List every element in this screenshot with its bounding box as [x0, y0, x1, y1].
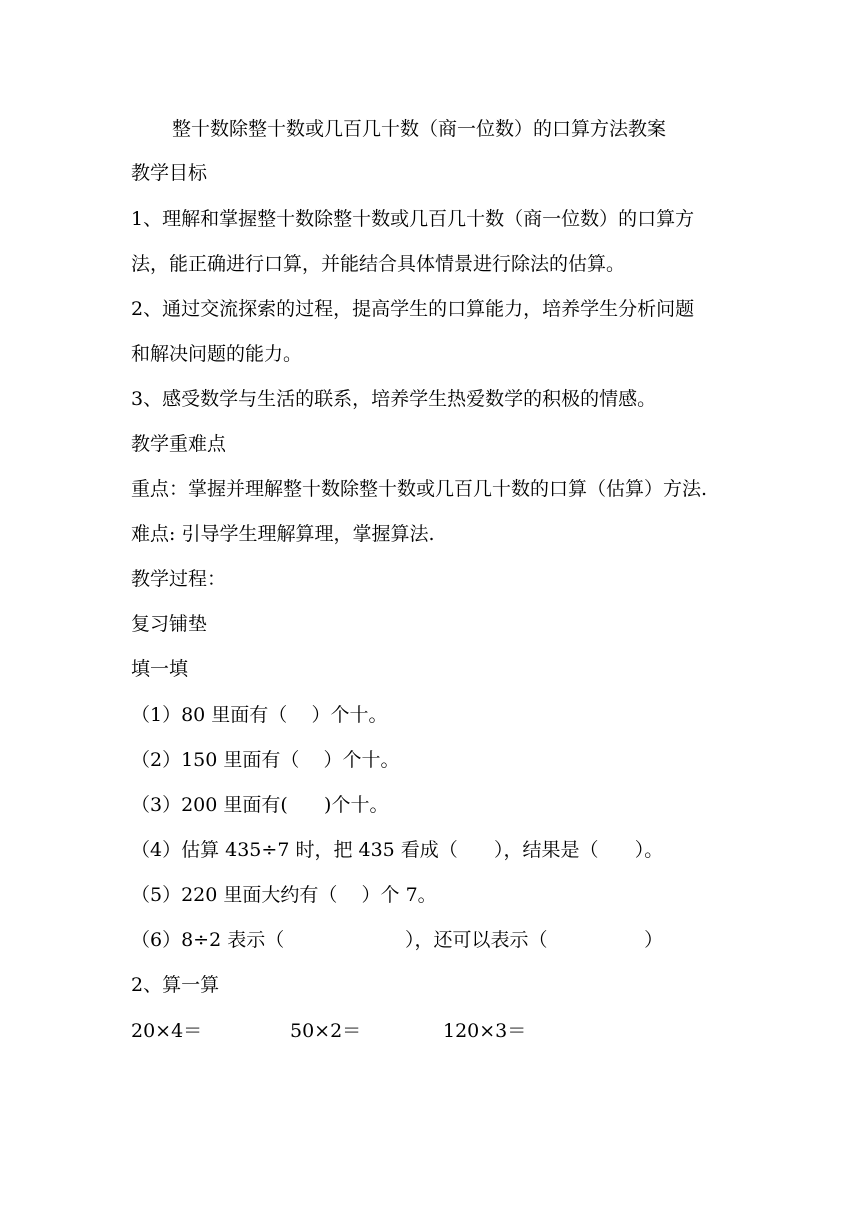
- goal-2-line-2: 和解决问题的能力。: [131, 343, 303, 365]
- calc-heading: 2、算一算: [131, 974, 220, 996]
- goal-2-line-1: 2、通过交流探索的过程，提高学生的口算能力，培养学生分析问题: [131, 298, 695, 320]
- goal-1-line-1: 1、理解和掌握整十数除整十数或几百几十数（商一位数）的口算方: [131, 208, 695, 230]
- fill-item-1: （1）80 里面有（ ）个十。: [131, 704, 388, 726]
- key-point: 重点：掌握并理解整十数除整十数或几百几十数的口算（估算）方法.: [131, 478, 708, 500]
- fill-item-6: （6）8÷2 表示（ ），还可以表示（ ）: [131, 929, 664, 951]
- fill-item-3: （3）200 里面有( )个十。: [131, 794, 389, 816]
- goal-3: 3、感受数学与生活的联系，培养学生热爱数学的积极的情感。: [131, 388, 657, 410]
- difficulty-point: 难点: 引导学生理解算理，掌握算法.: [131, 523, 435, 545]
- fill-item-2: （2）150 里面有（ ）个十。: [131, 749, 400, 771]
- calc-item-2: 50×2＝: [290, 1020, 362, 1042]
- process-heading: 教学过程：: [131, 568, 227, 590]
- fill-heading: 填一填: [131, 658, 189, 680]
- fill-item-5: （5）220 里面大约有（ ）个 7。: [131, 884, 437, 906]
- goal-1-line-2: 法，能正确进行口算，并能结合具体情景进行除法的估算。: [131, 253, 626, 275]
- goals-heading: 教学目标: [131, 162, 208, 184]
- key-points-heading: 教学重难点: [131, 433, 227, 455]
- calc-item-3: 120×3＝: [443, 1020, 527, 1042]
- calc-item-1: 20×4＝: [131, 1020, 203, 1042]
- document-title: 整十数除整十数或几百几十数（商一位数）的口算方法教案: [172, 118, 667, 140]
- fill-item-4: （4）估算 435÷7 时，把 435 看成（ ），结果是（ ）。: [131, 839, 664, 861]
- review-heading: 复习铺垫: [131, 613, 208, 635]
